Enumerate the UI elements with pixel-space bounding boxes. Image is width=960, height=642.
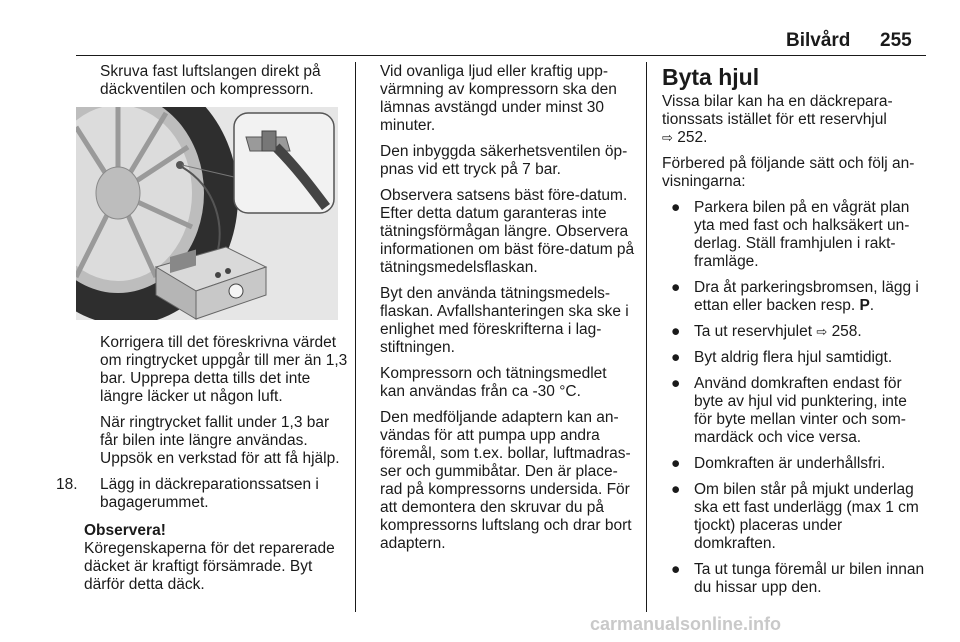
page-reference[interactable]: 252. [677, 129, 708, 146]
list-item-punct: . [869, 297, 875, 314]
bullet-icon: ● [671, 323, 681, 340]
list-item-text: Parkera bilen på en vågrät plan yta med fast och halksäkert underlag. Ställ framhjulen i raktframläge. [694, 199, 910, 270]
instruction-list [662, 199, 928, 597]
list-item [662, 455, 928, 473]
page-number: 255 [880, 30, 912, 51]
column-divider-1 [355, 62, 356, 612]
list-item-text: Byt aldrig flera hjul samtidigt. [694, 349, 893, 366]
bullet-icon: ● [671, 375, 681, 392]
bullet-icon: ● [671, 199, 681, 216]
note-title: Observera! [84, 522, 166, 539]
gear-label: P [859, 297, 870, 314]
list-item-text: Domkraften är underhållsfri. [694, 455, 886, 472]
disposal-paragraph: Byt den använda tätningsmedelsflaskan. Avfallshanteringen ska ske i enlighet med föreskrifterna i lagstiftningen. [380, 285, 629, 356]
list-item [662, 199, 928, 271]
list-item [662, 561, 928, 597]
list-item [662, 279, 928, 315]
list-item-text: Om bilen står på mjukt underlag ska ett fast underlägg (max 1 cm tjockt) placeras under domkraften. [694, 481, 919, 552]
lead-paragraph: Förbered på följande sätt och följ anvisningarna: [662, 155, 915, 190]
page-reference-icon: ⇨ [662, 130, 673, 145]
column-divider-2 [646, 62, 647, 612]
step-18 [56, 476, 348, 512]
intro-paragraph: Skruva fast luftslangen direkt på däckventilen och kompressorn. [100, 63, 321, 98]
page-reference-icon: ⇨ [816, 324, 828, 339]
bullet-icon: ● [671, 349, 681, 366]
bullet-icon: ● [671, 561, 681, 578]
column-3 [662, 63, 928, 605]
section-title: Bilvård [786, 30, 851, 51]
noise-paragraph: Vid ovanliga ljud eller kraftig uppvärmning av kompressorn ska den lämnas avstängd under minst 30 minuter. [380, 63, 617, 134]
list-item [662, 375, 928, 447]
list-item [662, 481, 928, 553]
list-item-text: Dra åt parkeringsbromsen, lägg i ettan eller backen resp. [694, 279, 919, 314]
list-item-text: Ta ut reservhjulet [694, 323, 813, 340]
correct-pressure-paragraph: Korrigera till det föreskrivna värdet om ringtrycket uppgår till mer än 1,3 bar. Upprepa detta tills det inte längre läcker ut någon luft. [100, 334, 348, 405]
list-item [662, 349, 928, 367]
compressor-illustration [76, 107, 338, 320]
note-text: Köregenskaperna för det reparerade däcket är kraftigt försämrade. Byt därför detta däck. [84, 540, 335, 593]
expiry-paragraph: Observera satsens bäst före-datum. Efter detta datum garanteras inte tätningsförmågan längre. Observera informationen om bäst före-datum på tätningsmedelsflaskan. [380, 187, 635, 276]
list-item-text: Ta ut tunga föremål ur bilen innan du hissar upp den. [694, 561, 925, 596]
bullet-icon: ● [671, 455, 681, 472]
bullet-icon: ● [671, 481, 681, 498]
header-rule [76, 55, 926, 56]
intro-paragraph [662, 93, 928, 147]
page-reference[interactable]: 258. [831, 323, 862, 340]
step-number: 18. [56, 476, 78, 493]
list-item [662, 323, 928, 341]
intro-text: Vissa bilar kan ha en däckreparationssats istället för ett reservhjul [662, 93, 893, 128]
column-1 [56, 63, 348, 594]
bullet-icon: ● [671, 279, 681, 296]
temperature-paragraph: Kompressorn och tätningsmedlet kan användas från ca -30 °C. [380, 365, 607, 400]
low-pressure-paragraph: När ringtrycket fallit under 1,3 bar får bilen inte längre användas. Uppsök en verkstad för att få hjälp. [100, 414, 340, 467]
step-text: Lägg in däckreparationssatsen i bagagerummet. [100, 476, 319, 511]
adapter-paragraph: Den medföljande adaptern kan användas för att pumpa upp andra föremål, som t.ex. bollar, luftmadrasser och gummibåtar. Den är placerad på kompressorns undersida. För att demontera den skruvar du på kompressorns luftslang och drar bort adaptern. [380, 409, 632, 552]
section-heading: Byta hjul [662, 64, 760, 90]
watermark: carmanualsonline.info [590, 614, 782, 634]
list-item-text: Använd domkraften endast för byte av hjul vid punktering, inte för byte mellan vinter och sommardäck och vice versa. [694, 375, 907, 446]
column-2 [380, 63, 635, 561]
safety-valve-paragraph: Den inbyggda säkerhetsventilen öppnas vid ett tryck på 7 bar. [380, 143, 628, 178]
page-header [0, 30, 960, 54]
